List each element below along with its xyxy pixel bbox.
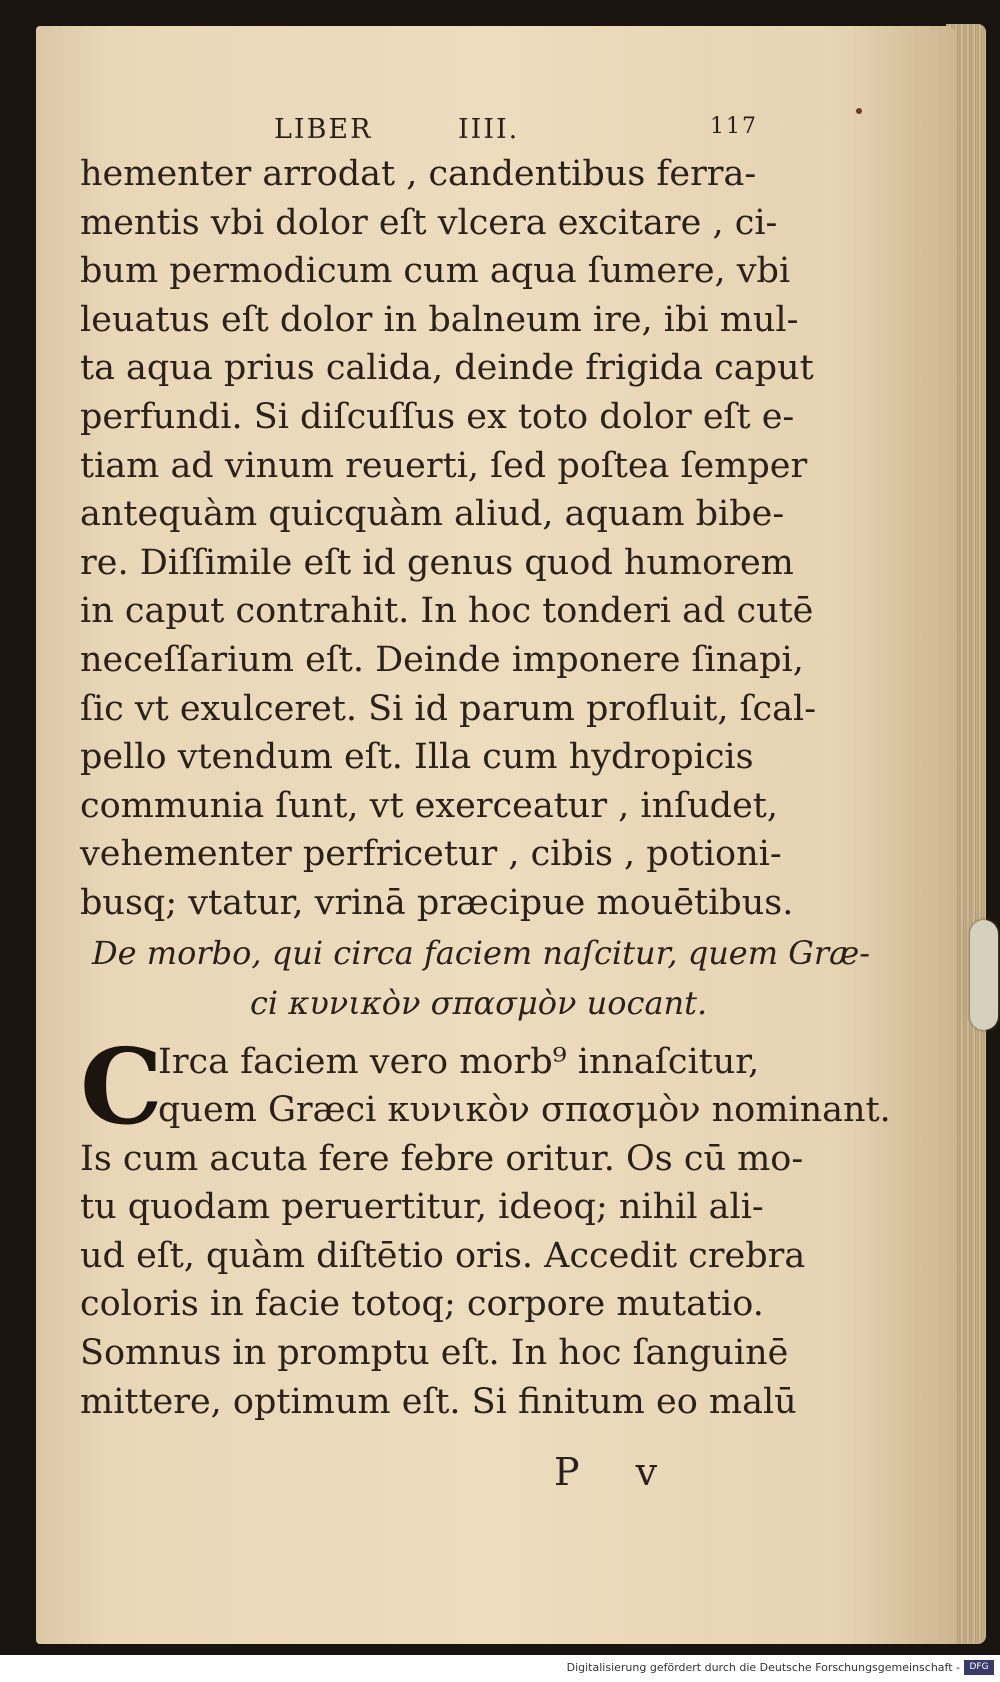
- text-line: neceſſarium eſt. Deinde imponere ſinapi,: [80, 639, 804, 680]
- running-header: [80, 110, 780, 150]
- header-liber: LIBER: [274, 114, 373, 145]
- text-line: communia ſunt, vt exerceatur , inſudet,: [80, 785, 778, 826]
- book-clasp: [970, 920, 998, 1030]
- text-line: tiam ad vinum reuerti, ſed poſtea ſemper: [80, 445, 808, 486]
- text-line: quem Græci κυνικὸν σπασμὸν nominant.: [158, 1090, 891, 1131]
- section-heading: [80, 928, 870, 1028]
- text-line: ſic vt exulceret. Si id parum profluit, ſcal-: [80, 688, 817, 729]
- header-book-number: IIII.: [458, 114, 520, 145]
- ink-spot: [856, 108, 862, 114]
- text-line: antequàm quicquàm aliud, aquam bibe-: [80, 494, 785, 535]
- text-line: busq; vtatur, vrinā præcipue mouētibus.: [80, 882, 794, 923]
- text-line: coloris in facie totoq; corpore mutatio.: [80, 1284, 764, 1325]
- funding-credit: Digitalisierung gefördert durch die Deutsche Forschungsgemeinschaft -: [566, 1661, 960, 1674]
- text-line: mentis vbi dolor eſt vlcera excitare , ci-: [80, 202, 778, 243]
- text-line: Irca faciem vero morb⁹ innaſcitur,: [158, 1041, 760, 1082]
- text-line: hementer arrodat , candentibus ferra-: [80, 154, 757, 194]
- heading-line: De morbo, qui circa faciem naſcitur, quem Græ-: [92, 933, 870, 972]
- text-line: perfundi. Si diſcuſſus ex toto dolor eſt e-: [80, 396, 795, 437]
- text-line: Is cum acuta fere febre oritur. Os cū mo-: [80, 1138, 804, 1179]
- text-line: pello vtendum eſt. Illa cum hydropicis: [80, 737, 754, 778]
- page-text: [80, 110, 891, 1510]
- drop-cap: C: [80, 1024, 163, 1148]
- text-line: leuatus eſt dolor in balneum ire, ibi mul-: [80, 299, 799, 340]
- footer-bar: [0, 1655, 1000, 1682]
- text-line: ud eſt, quàm diſtētio oris. Accedit crebra: [80, 1235, 806, 1276]
- text-line: ta aqua prius calida, deinde frigida caput: [80, 348, 814, 389]
- signature-mark: P v: [554, 1450, 680, 1495]
- text-line: tu quodam peruertitur, ideoq; nihil ali-: [80, 1187, 764, 1228]
- text-line: mittere, optimum eſt. Si finitum eo malū: [80, 1381, 797, 1422]
- paragraph-2: [80, 1024, 891, 1427]
- text-line: in caput contrahit. In hoc tonderi ad cutē: [80, 591, 814, 632]
- paragraph-1: [80, 150, 817, 928]
- text-line: bum permodicum cum aqua ſumere, vbi: [80, 251, 791, 292]
- text-line: re. Diſſimile eſt id genus quod humorem: [80, 542, 794, 583]
- text-line: vehementer perfricetur , cibis , potioni-: [80, 834, 782, 875]
- page-number: 117: [710, 114, 758, 139]
- dfg-logo: DFG: [964, 1660, 994, 1675]
- text-line: Somnus in promptu eſt. In hoc ſanguinē: [80, 1333, 789, 1374]
- heading-line: ci κυνικὸν σπασμὸν uocant.: [250, 983, 708, 1022]
